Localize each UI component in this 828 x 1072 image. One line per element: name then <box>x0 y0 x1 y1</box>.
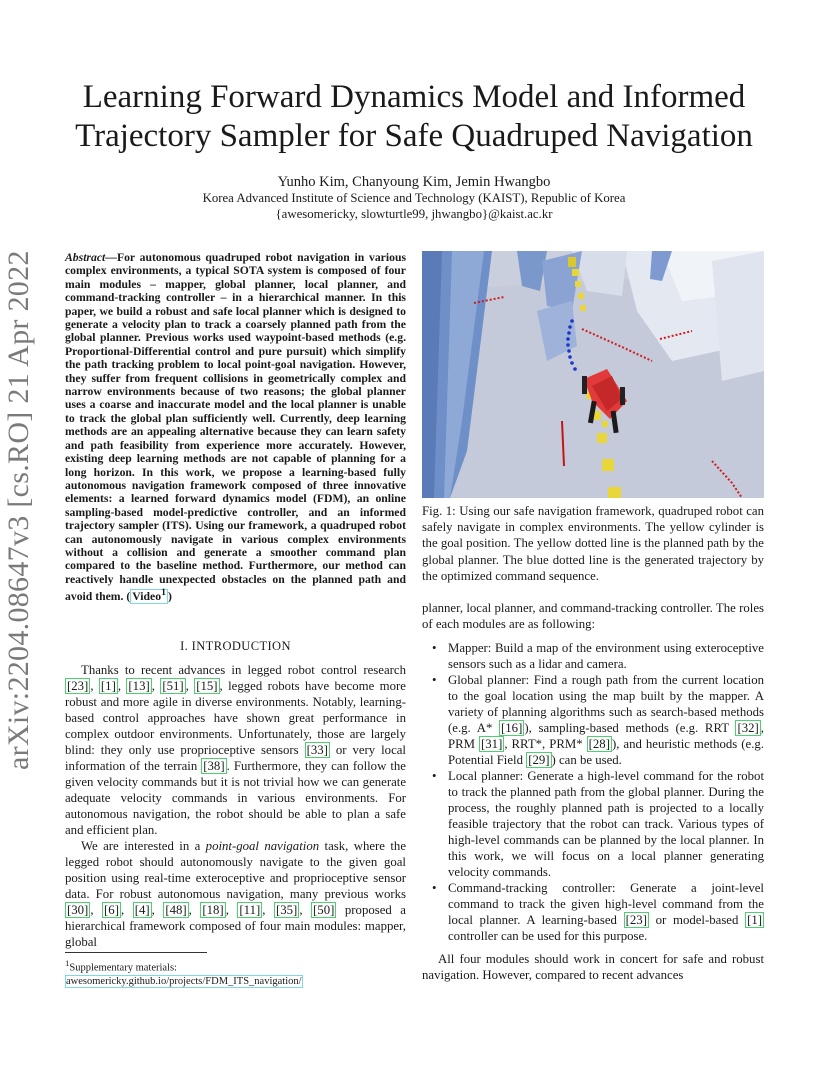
citation-link[interactable]: [35] <box>276 903 298 917</box>
list-item: • Command-tracking controller: Generate a joint-level command to track the given high-level command from the local planner. A learning-based [23] or model-based [1] controller can be used for this purpose. <box>432 881 764 943</box>
citation-link[interactable]: [38] <box>203 759 225 773</box>
author-emails: {awesomericky, slowturtle99, jhwangbo}@kaist.ac.kr <box>275 207 553 221</box>
footnote-ref[interactable]: 1 <box>161 587 166 599</box>
paper-title <box>60 78 768 156</box>
author-list: Yunho Kim, Chanyoung Kim, Jemin Hwangbo <box>277 174 551 190</box>
footnote-text: Supplementary materials: <box>69 962 177 974</box>
citation-link[interactable]: [23] <box>625 913 647 927</box>
citation-link[interactable]: [28] <box>588 737 610 751</box>
affiliation: Korea Advanced Institute of Science and Technology (KAIST), Republic of Korea <box>202 191 626 205</box>
role-local-planner: Local planner: Generate a high-level command for the robot to track the planned path from the global planner. During the process, the roughly planned path is projected to a locally feasible trajectory that the robot can track. Various types of high-level commands can be planned by the local planner. In this work, we will focus on a local planner generating velocity commands. <box>448 769 764 879</box>
list-item: • Mapper: Build a map of the environment using exteroceptive sensors such as a lidar and camera. <box>432 641 764 671</box>
citation-link[interactable]: [13] <box>128 679 150 693</box>
figure-1-image <box>422 251 764 498</box>
citation-link[interactable]: [15] <box>196 679 218 693</box>
closing-paragraph: All four modules should work in concert for safe and robust navigation. However, compared to recent advances <box>422 952 764 982</box>
intro-paragraph-2: We are interested in a point-goal navigation task, where the legged robot should autonomously navigate to the given goal position using real-time exteroceptive and proprioceptive sensor data. For robust autonomous navigation, many previous works [30] , [6] , [4] , [48] , [18] , [11] , [35] , [50] proposed a hierarchical framework composed of four main modules: mapper, global <box>65 839 406 949</box>
citation-link[interactable]: [32] <box>737 721 759 735</box>
navigation-scene-render <box>422 251 764 498</box>
citation-link[interactable]: [4] <box>134 903 150 917</box>
footnote <box>65 957 410 988</box>
intro-paragraph-1: Thanks to recent advances in legged robot control research [23] , [1] , [13] , [51] , [15] , legged robots have become more robust and more agile in diverse environments. Notably, learning-based control approaches have shown great performance in complex outdoor environments. Unfortunately, those are largely blind: they only use proprioceptive sensors [33] or very local information of the terrain [38] . Furthermore, they can follow the given velocity commands but it is not trivial how we can generate adequate velocity commands in various environments. For autonomous navigation, the robot should be able to plan a safe and efficient plan. <box>65 663 406 837</box>
citation-link[interactable]: [33] <box>306 743 328 757</box>
section-heading-introduction: I. INTRODUCTION <box>180 639 291 653</box>
video-link[interactable]: Video$^1$ <box>132 587 166 604</box>
citation-link[interactable]: [16] <box>501 721 523 735</box>
arxiv-identifier: arXiv:2204.08647v3 [cs.RO] 21 Apr 2022 <box>2 250 35 770</box>
citation-link[interactable]: [31] <box>481 737 503 751</box>
abstract-body: —For autonomous quadruped robot navigation in various complex environments, a typical SOTA system is composed of four main modules – mapper, global planner, local planner, and command-tracking controller – in a hierarchical manner. In this paper, we build a robust and safe local planner which is designed to generate a velocity plan to track a coarsely planned path from the global planner. Previous works used waypoint-based methods (e.g. Proportional-Differential control and pure pursuit) which simplify the path tracking problem to local point-goal navigation. However, they suffer from frequent collisions in geometrically complex and narrow environments because of two reasons; the global planner uses a coarse and inaccurate model and the local planner is unable to track the global plan sufficiently well. Currently, deep learning methods are an appealing alternative because they can learn safety and path feasibility from experience more accurately. However, existing deep learning methods are not capable of planning for a long horizon. In this work, we propose a learning-based fully autonomous navigation framework composed of three innovative elements: a learned forward dynamics model (FDM), an online sampling-based model-predictive controller, and an informed trajectory sampler (ITS). Using our framework, a quadruped robot can autonomously navigate in various complex environments without a collision and generate a smoother command plan compared to the baseline method. Furthermore, our method can reactively handle unexpected obstacles on the planned path and avoid them. ( <box>65 251 406 604</box>
footnote-mark: 1 <box>65 958 70 968</box>
citation-link[interactable]: [11] <box>239 903 261 917</box>
citation-link[interactable]: [6] <box>104 903 119 917</box>
figure-1-caption: Fig. 1: Using our safe navigation framework, quadruped robot can safely navigate in complex environments. The yellow cylinder is the goal position. The yellow dotted line is the planned path by the global planner. The blue dotted line is the generated trajectory by the optimized command sequence. <box>422 504 764 583</box>
list-item: • Local planner: Generate a high-level command for the robot to track the planned path from the global planner. During the process, the roughly planned path is projected to a locally feasible trajectory that the robot can track. Various types of high-level commands can be planned by the local planner. In this work, we will focus on a local planner generating velocity commands. <box>432 769 764 879</box>
title-line-1: Learning Forward Dynamics Model and Informed <box>82 79 746 115</box>
goal-cylinder <box>568 257 576 267</box>
abstract: Abstract—For autonomous quadruped robot navigation in various complex environments, a typical SOTA system is composed of four main modules – mapper, global planner, local planner, and command-tracking controller – in a hierarchical manner. In this paper, we build a robust and safe local planner which is designed to generate a velocity plan to track a coarsely planned path from the global planner. Previous works used waypoint-based methods (e.g. Proportional-Differential control and pure pursuit) which simplify the path tracking problem to local point-goal navigation. However, they suffer from frequent collisions in geometrically complex and narrow environments because of two reasons; the global planner uses a coarse and inaccurate model and the local planner is unable to track the global plan sufficiently well. Currently, deep learning methods are an appealing alternative because they can learn safety and path feasibility from experience more accurately. However, existing deep learning methods are not capable of planning for a long horizon. In this work, we propose a learning-based fully autonomous navigation framework composed of three innovative elements: a learned forward dynamics model (FDM), an online sampling-based model-predictive controller, and an informed trajectory sampler (ITS). Using our framework, a quadruped robot can autonomously navigate in various complex environments without a collision and generate a smoother command plan compared to the baseline method. Furthermore, our method can reactively handle unexpected obstacles on the planned path and avoid them. ( Video$^1$ ) <box>65 251 406 604</box>
citation-link[interactable]: [30] <box>67 903 89 917</box>
citation-link[interactable]: [1] <box>747 913 762 927</box>
title-line-2: Trajectory Sampler for Safe Quadruped Navigation <box>75 118 753 154</box>
footnote-rule <box>65 952 207 953</box>
module-roles-list <box>428 640 764 944</box>
right-column-intro: planner, local planner, and command-tracking controller. The roles of each modules are as following: <box>422 601 764 631</box>
role-mapper: Mapper: Build a map of the environment using exteroceptive sensors such as a lidar and camera. <box>448 641 764 671</box>
introduction-text <box>65 662 406 950</box>
citation-link[interactable]: [29] <box>528 753 550 767</box>
citation-link[interactable]: [48] <box>165 903 187 917</box>
citation-link[interactable]: [51] <box>162 679 184 693</box>
citation-link[interactable]: [18] <box>202 903 224 917</box>
supplementary-url-link[interactable]: awesomericky.github.io/projects/FDM_ITS_navigation/ <box>66 975 302 987</box>
citation-link[interactable]: [50] <box>313 903 335 917</box>
list-item: • Global planner: Find a rough path from the current location to the goal location using the map built by the mapper. A variety of planning algorithms such as search-based methods (e.g. A* [16] ), sampling-based methods (e.g. RRT [32] , PRM [31] , RRT*, PRM* [28] ), and heuristic methods (e.g. Potential Field [29] ) can be used. <box>432 673 764 767</box>
citation-link[interactable]: [23] <box>67 679 89 693</box>
abstract-label: Abstract <box>65 251 106 264</box>
citation-link[interactable]: [1] <box>100 679 116 693</box>
